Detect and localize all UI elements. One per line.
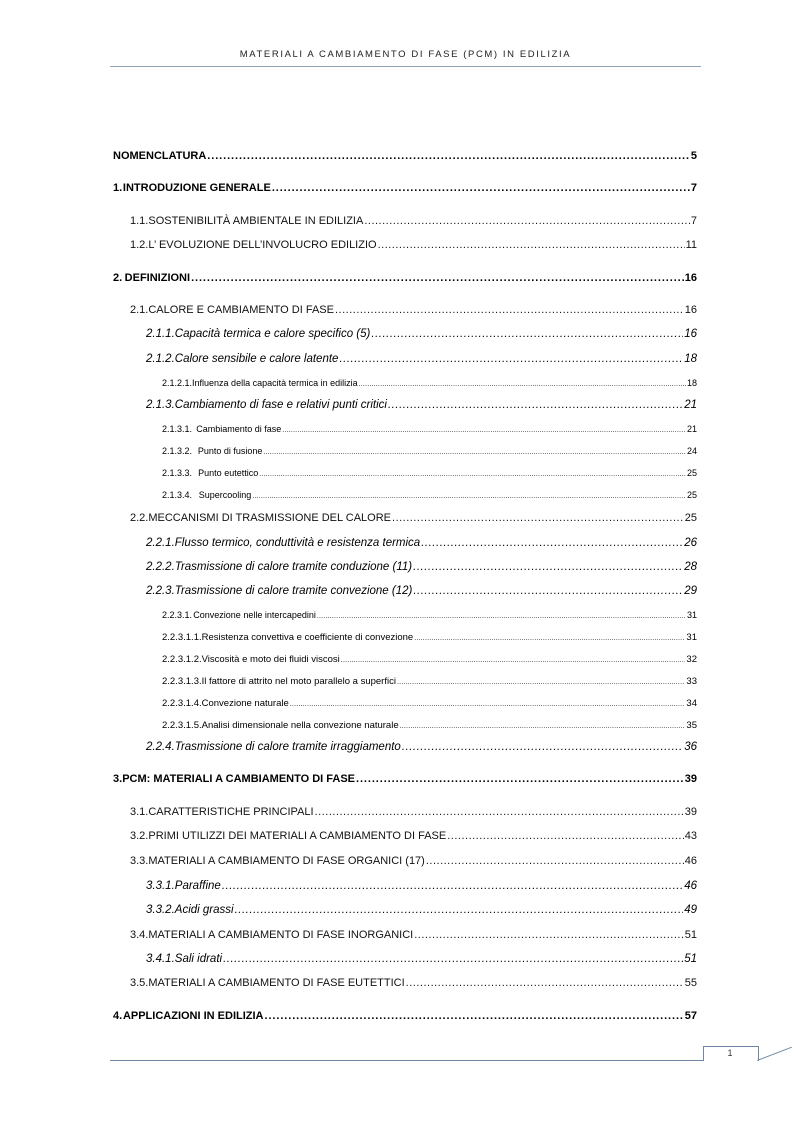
toc-entry-number: 1. (113, 182, 123, 194)
toc-entry[interactable] (162, 489, 697, 503)
toc-entry-page: 36 (684, 741, 697, 753)
toc-dot-leader (364, 215, 690, 228)
toc-entry-number: 2.1. (130, 304, 149, 316)
toc-entry-number: 3.4. (130, 929, 149, 941)
toc-entry-title: L’ EVOLUZIONE DELL’INVOLUCRO EDILIZIO (148, 239, 377, 251)
toc-dot-leader (263, 446, 686, 459)
header-divider (110, 66, 701, 67)
toc-entry[interactable] (162, 377, 697, 391)
toc-dot-leader (222, 880, 683, 893)
footer-divider-slant (757, 1047, 792, 1061)
toc-entry-number: 2. (113, 272, 123, 284)
toc-entry-page: 5 (690, 150, 697, 162)
toc-entry[interactable] (113, 272, 697, 285)
toc-entry-title: Supercooling (198, 490, 252, 500)
toc-entry[interactable] (162, 675, 697, 689)
toc-entry-page: 16 (684, 304, 697, 316)
toc-dot-leader (397, 676, 685, 689)
toc-entry-number: 2.2.4. (146, 741, 175, 753)
toc-entry-number: 2.2.3.1.1. (162, 632, 202, 643)
toc-dot-leader (413, 585, 683, 598)
toc-entry-number: 2.2.3.1.5. (162, 720, 202, 731)
toc-entry-number: 2.1.3.4. (162, 490, 193, 500)
toc-entry-number: 2.2.3.1.3. (162, 676, 202, 687)
toc-entry-page: 18 (686, 378, 697, 388)
toc-entry-title: NOMENCLATURA (113, 150, 207, 162)
toc-entry-number: 2.1.2. (146, 353, 175, 365)
toc-entry-page: 39 (684, 773, 697, 785)
toc-dot-leader (315, 806, 684, 819)
toc-entry-page: 16 (684, 328, 697, 340)
toc-entry[interactable] (162, 719, 697, 733)
toc-entry-title: Il fattore di attrito nel moto parallelo a superfici (201, 676, 396, 687)
toc-entry-page: 43 (684, 830, 697, 842)
toc-entry-number: 2.2.2. (146, 561, 175, 573)
toc-entry[interactable] (130, 929, 697, 942)
toc-entry-page: 57 (684, 1010, 697, 1022)
toc-entry[interactable] (113, 150, 697, 163)
toc-entry-page: 46 (684, 880, 697, 892)
toc-entry-title: MECCANISMI DI TRASMISSIONE DEL CALORE (148, 512, 392, 524)
toc-entry-page: 32 (686, 654, 697, 665)
toc-entry[interactable] (130, 855, 697, 868)
toc-entry-title: Capacità termica e calore specifico (5) (174, 328, 371, 340)
toc-entry[interactable] (146, 585, 697, 598)
toc-entry[interactable] (146, 904, 697, 917)
toc-dot-leader (414, 929, 684, 942)
toc-entry-number: 3.2. (130, 830, 149, 842)
toc-entry[interactable] (146, 880, 697, 893)
toc-dot-leader (447, 830, 684, 843)
toc-entry[interactable] (162, 609, 697, 623)
toc-entry-title: Paraffine (174, 880, 221, 892)
toc-entry-page: 16 (684, 272, 697, 284)
toc-entry[interactable] (130, 239, 697, 252)
toc-entry[interactable] (162, 653, 697, 667)
toc-entry-page: 18 (684, 353, 697, 365)
toc-entry-number: 2.2.3.1.4. (162, 698, 202, 709)
toc-dot-leader (317, 610, 686, 623)
toc-dot-leader (388, 399, 683, 412)
toc-dot-leader (378, 239, 685, 252)
toc-dot-leader (400, 720, 686, 733)
toc-entry-title: MATERIALI A CAMBIAMENTO DI FASE ORGANICI (17) (148, 855, 425, 867)
toc-entry-page: 25 (686, 468, 697, 478)
toc-entry[interactable] (162, 445, 697, 459)
toc-entry-page: 25 (684, 512, 697, 524)
toc-dot-leader (207, 150, 690, 163)
toc-entry[interactable] (146, 561, 697, 574)
toc-entry-page: 28 (684, 561, 697, 573)
toc-entry-title: Cambiamento di fase (196, 424, 282, 434)
toc-entry[interactable] (146, 953, 697, 966)
toc-dot-leader (341, 654, 686, 667)
footer-divider (110, 1060, 703, 1061)
toc-entry-title: Analisi dimensionale nella convezione naturale (201, 720, 399, 731)
toc-entry-page: 29 (684, 585, 697, 597)
toc-dot-leader (290, 698, 686, 711)
toc-entry-number: 3.4.1. (146, 953, 175, 965)
toc-entry-page: 21 (684, 399, 697, 411)
toc-entry[interactable] (130, 215, 697, 228)
toc-entry-page: 11 (685, 239, 697, 251)
toc-entry-title: Punto eutettico (198, 468, 259, 478)
toc-entry[interactable] (146, 353, 697, 366)
toc-dot-leader (335, 304, 684, 317)
toc-entry-page: 24 (686, 446, 697, 456)
toc-entry[interactable] (113, 1010, 697, 1023)
toc-entry-title: Sali idrati (174, 953, 223, 965)
toc-dot-leader (414, 632, 685, 645)
toc-entry[interactable] (130, 806, 697, 819)
toc-entry-title: Acidi grassi (174, 904, 234, 916)
toc-entry-title: Trasmissione di calore tramite irraggiamento (174, 741, 401, 753)
toc-entry[interactable] (162, 631, 697, 645)
toc-entry[interactable] (130, 512, 697, 525)
toc-entry-number: 3.1. (130, 806, 149, 818)
toc-entry-title: Flusso termico, conduttività e resistenza termica (174, 537, 421, 549)
toc-entry-page: 25 (686, 490, 697, 500)
toc-entry[interactable] (113, 182, 697, 195)
toc-dot-leader (421, 537, 683, 550)
header-title: MATERIALI A CAMBIAMENTO DI FASE (PCM) IN EDILIZIA (239, 49, 572, 60)
toc-entry-number: 2.1.3.1. (162, 424, 193, 434)
toc-entry-number: 2.1.3.2. (162, 446, 193, 456)
toc-entry-page: 21 (686, 424, 697, 434)
toc-entry-number: 2.1.2.1. (162, 378, 193, 388)
toc-entry-number: 3.3.1. (146, 880, 175, 892)
toc-dot-leader (252, 490, 686, 503)
toc-entry-page: 7 (690, 215, 697, 227)
toc-entry-title: MATERIALI A CAMBIAMENTO DI FASE EUTETTICI (148, 977, 405, 989)
toc-entry-number: 3.3.2. (146, 904, 175, 916)
toc-entry-number: 2.2.1. (146, 537, 175, 549)
toc-entry[interactable] (162, 697, 697, 711)
toc-dot-leader (356, 773, 684, 786)
toc-dot-leader (392, 512, 684, 525)
toc-entry-title: APPLICAZIONI IN EDILIZIA (122, 1010, 264, 1022)
toc-dot-leader (265, 1010, 684, 1023)
toc-entry-title: MATERIALI A CAMBIAMENTO DI FASE INORGANICI (148, 929, 414, 941)
toc-entry-title: CALORE E CAMBIAMENTO DI FASE (148, 304, 334, 316)
toc-entry[interactable] (146, 741, 697, 754)
toc-entry[interactable] (130, 830, 697, 843)
toc-entry-page: 31 (686, 610, 697, 620)
toc-entry-page: 39 (684, 806, 697, 818)
toc-entry-number: 1.1. (130, 215, 149, 227)
toc-entry-number: 1.2. (130, 239, 149, 251)
toc-dot-leader (406, 977, 684, 990)
toc-dot-leader (413, 561, 683, 574)
toc-dot-leader (235, 904, 684, 917)
toc-entry-number: 2.2.3. (146, 585, 175, 597)
toc-dot-leader (359, 378, 686, 391)
toc-entry-title: DEFINIZIONI (124, 272, 191, 284)
toc-entry-page: 7 (690, 182, 697, 194)
toc-entry-number: 2.2.3.1.2. (162, 654, 202, 665)
toc-entry-number: 3. (113, 773, 123, 785)
toc-entry[interactable] (113, 773, 697, 786)
toc-entry-number: 2.1.1. (146, 328, 175, 340)
toc-dot-leader (191, 272, 684, 285)
toc-entry-title: Cambiamento di fase e relativi punti critici (174, 399, 387, 411)
toc-entry-number: 2.1.3.3. (162, 468, 193, 478)
toc-entry-title: Trasmissione di calore tramite convezione (12) (174, 585, 413, 597)
toc-dot-leader (371, 328, 683, 341)
toc-entry-title: PCM: MATERIALI A CAMBIAMENTO DI FASE (122, 773, 356, 785)
toc-entry-title: Convezione nelle intercapedini (193, 610, 316, 620)
toc-entry-title: Viscosità e moto dei fluidi viscosi (201, 654, 340, 665)
toc-entry-title: INTRODUZIONE GENERALE (122, 182, 271, 194)
toc-entry-title: Calore sensibile e calore latente (174, 353, 339, 365)
toc-entry-number: 2.2.3.1. (162, 610, 193, 620)
toc-entry-page: 33 (686, 676, 697, 687)
toc-entry-number: 3.3. (130, 855, 149, 867)
toc-entry[interactable] (130, 304, 697, 317)
toc-entry-title: PRIMI UTILIZZI DEI MATERIALI A CAMBIAMENTO DI FASE (148, 830, 447, 842)
toc-entry-title: Resistenza convettiva e coefficiente di convezione (201, 632, 414, 643)
toc-dot-leader (272, 182, 690, 195)
toc-entry-title: Convezione naturale (201, 698, 289, 709)
toc-entry-page: 35 (686, 720, 697, 731)
toc-entry[interactable] (130, 977, 697, 990)
toc-entry-number: 2.2. (130, 512, 149, 524)
toc-entry[interactable] (146, 399, 697, 412)
toc-entry-page: 26 (684, 537, 697, 549)
toc-entry-page: 49 (684, 904, 697, 916)
toc-dot-leader (259, 468, 686, 481)
toc-dot-leader (339, 353, 683, 366)
toc-entry-number: 4. (113, 1010, 123, 1022)
toc-entry-number: 3.5. (130, 977, 149, 989)
toc-entry-title: Influenza della capacità termica in edilizia (192, 378, 358, 388)
toc-entry-title: SOSTENIBILITÀ AMBIENTALE IN EDILIZIA (148, 215, 364, 227)
toc-entry-title: CARATTERISTICHE PRINCIPALI (148, 806, 314, 818)
toc-entry-page: 34 (686, 698, 697, 709)
toc-entry-title: Trasmissione di calore tramite conduzione (11) (174, 561, 413, 573)
toc-entry-title: Punto di fusione (197, 446, 263, 456)
toc-entry-number: 2.1.3. (146, 399, 175, 411)
toc-entry[interactable] (162, 423, 697, 437)
toc-entry-page: 51 (684, 953, 697, 965)
toc-entry[interactable] (146, 328, 697, 341)
page-number: 1 (727, 1048, 733, 1058)
toc-dot-leader (426, 855, 684, 868)
toc-entry-page: 55 (684, 977, 697, 989)
toc-dot-leader (402, 741, 683, 754)
toc-entry[interactable] (162, 467, 697, 481)
toc-entry-page: 51 (684, 929, 697, 941)
toc-entry-page: 31 (686, 632, 697, 643)
toc-entry[interactable] (146, 537, 697, 550)
toc-dot-leader (282, 424, 686, 437)
toc-dot-leader (223, 953, 683, 966)
toc-entry-page: 46 (684, 855, 697, 867)
